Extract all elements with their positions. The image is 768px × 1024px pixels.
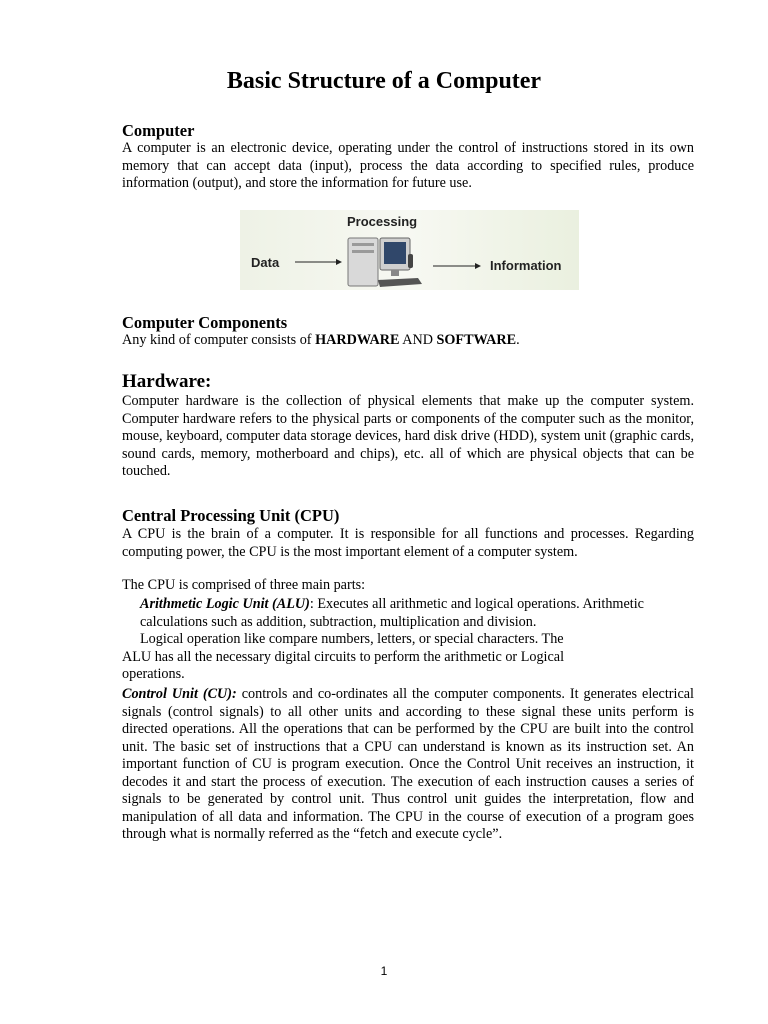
data-label: Data [251,255,280,270]
arrow-right-icon [433,263,481,269]
page-title: Basic Structure of a Computer [226,68,542,94]
cpu-parts-intro: The CPU is comprised of three main parts: [122,577,366,593]
components-paragraph [122,332,694,350]
processing-diagram [240,210,579,290]
software-bold: SOFTWARE [436,332,517,348]
computer-paragraph: A computer is an electronic device, operating under the control of instructions stored in its own memory that can accept data (input), process the data according to specified rules, produce information (output), and store the information for future use. [122,140,694,191]
cu-term: Control Unit (CU): [122,686,237,702]
alu-text-1: : Executes all arithmetic and logical operations. Arithmetic [309,596,644,612]
cu-paragraph [122,686,694,844]
computer-icon [348,238,422,287]
diagram-graphics [240,210,579,290]
hardware-heading: Hardware: [122,371,212,392]
hardware-paragraph: Computer hardware is the collection of physical elements that make up the computer system. Computer hardware refers to the physical parts or components of the computer such as the monitor, mouse, keyboard, computer data storage devices, hard disk drive (HDD), system unit (graphic cards, sound cards, memory, motherboard and chips), etc. all of which are physical objects that can be touched. [122,393,694,479]
components-heading: Computer Components [122,313,288,332]
alu-line-4: ALU has all the necessary digital circuits to perform the arithmetic or Logical [122,648,565,665]
information-label: Information [490,258,562,273]
computer-heading: Computer [122,121,195,140]
components-text-suffix: . [516,332,520,348]
components-text-prefix: Any kind of computer consists of [122,332,316,348]
cu-text: controls and co-ordinates all the computer components. It generates electrical signals (control signals) to all other units and according to these signal these units perform is directed operations. All the operations that can be performed by the CPU are built into the control unit. The basic set of instructions that a CPU can understand is known as its instruction set. An important function of CU is program execution. Once the Control Unit receives an instruction, it decodes it and start the process of execution. The execution of each instruction causes a series of signals to be generated by control unit. Thus control unit guides the interpretation, flow and manipulation of all data and information. The CPU in the course of execution of a program goes through what is normally referred as the “fetch and execute cycle”. [122,686,695,842]
hardware-bold: HARDWARE [315,332,400,348]
alu-line-3: Logical operation like compare numbers, letters, or special characters. The [140,631,564,647]
page-number: 1 [380,964,388,978]
cpu-heading: Central Processing Unit (CPU) [122,506,340,525]
alu-term: Arithmetic Logic Unit (ALU) [140,596,310,612]
alu-line-5: operations. [122,666,185,682]
alu-line-2: calculations such as addition, subtraction, multiplication and division. [140,613,537,630]
arrow-right-icon [295,259,342,265]
cpu-paragraph: A CPU is the brain of a computer. It is responsible for all functions and processes. Regarding computing power, the CPU is the most important element of a computer system. [122,526,694,560]
processing-label: Processing [347,214,418,229]
alu-line-1 [122,596,694,614]
alu-block [122,596,694,684]
and-text: AND [399,332,437,348]
